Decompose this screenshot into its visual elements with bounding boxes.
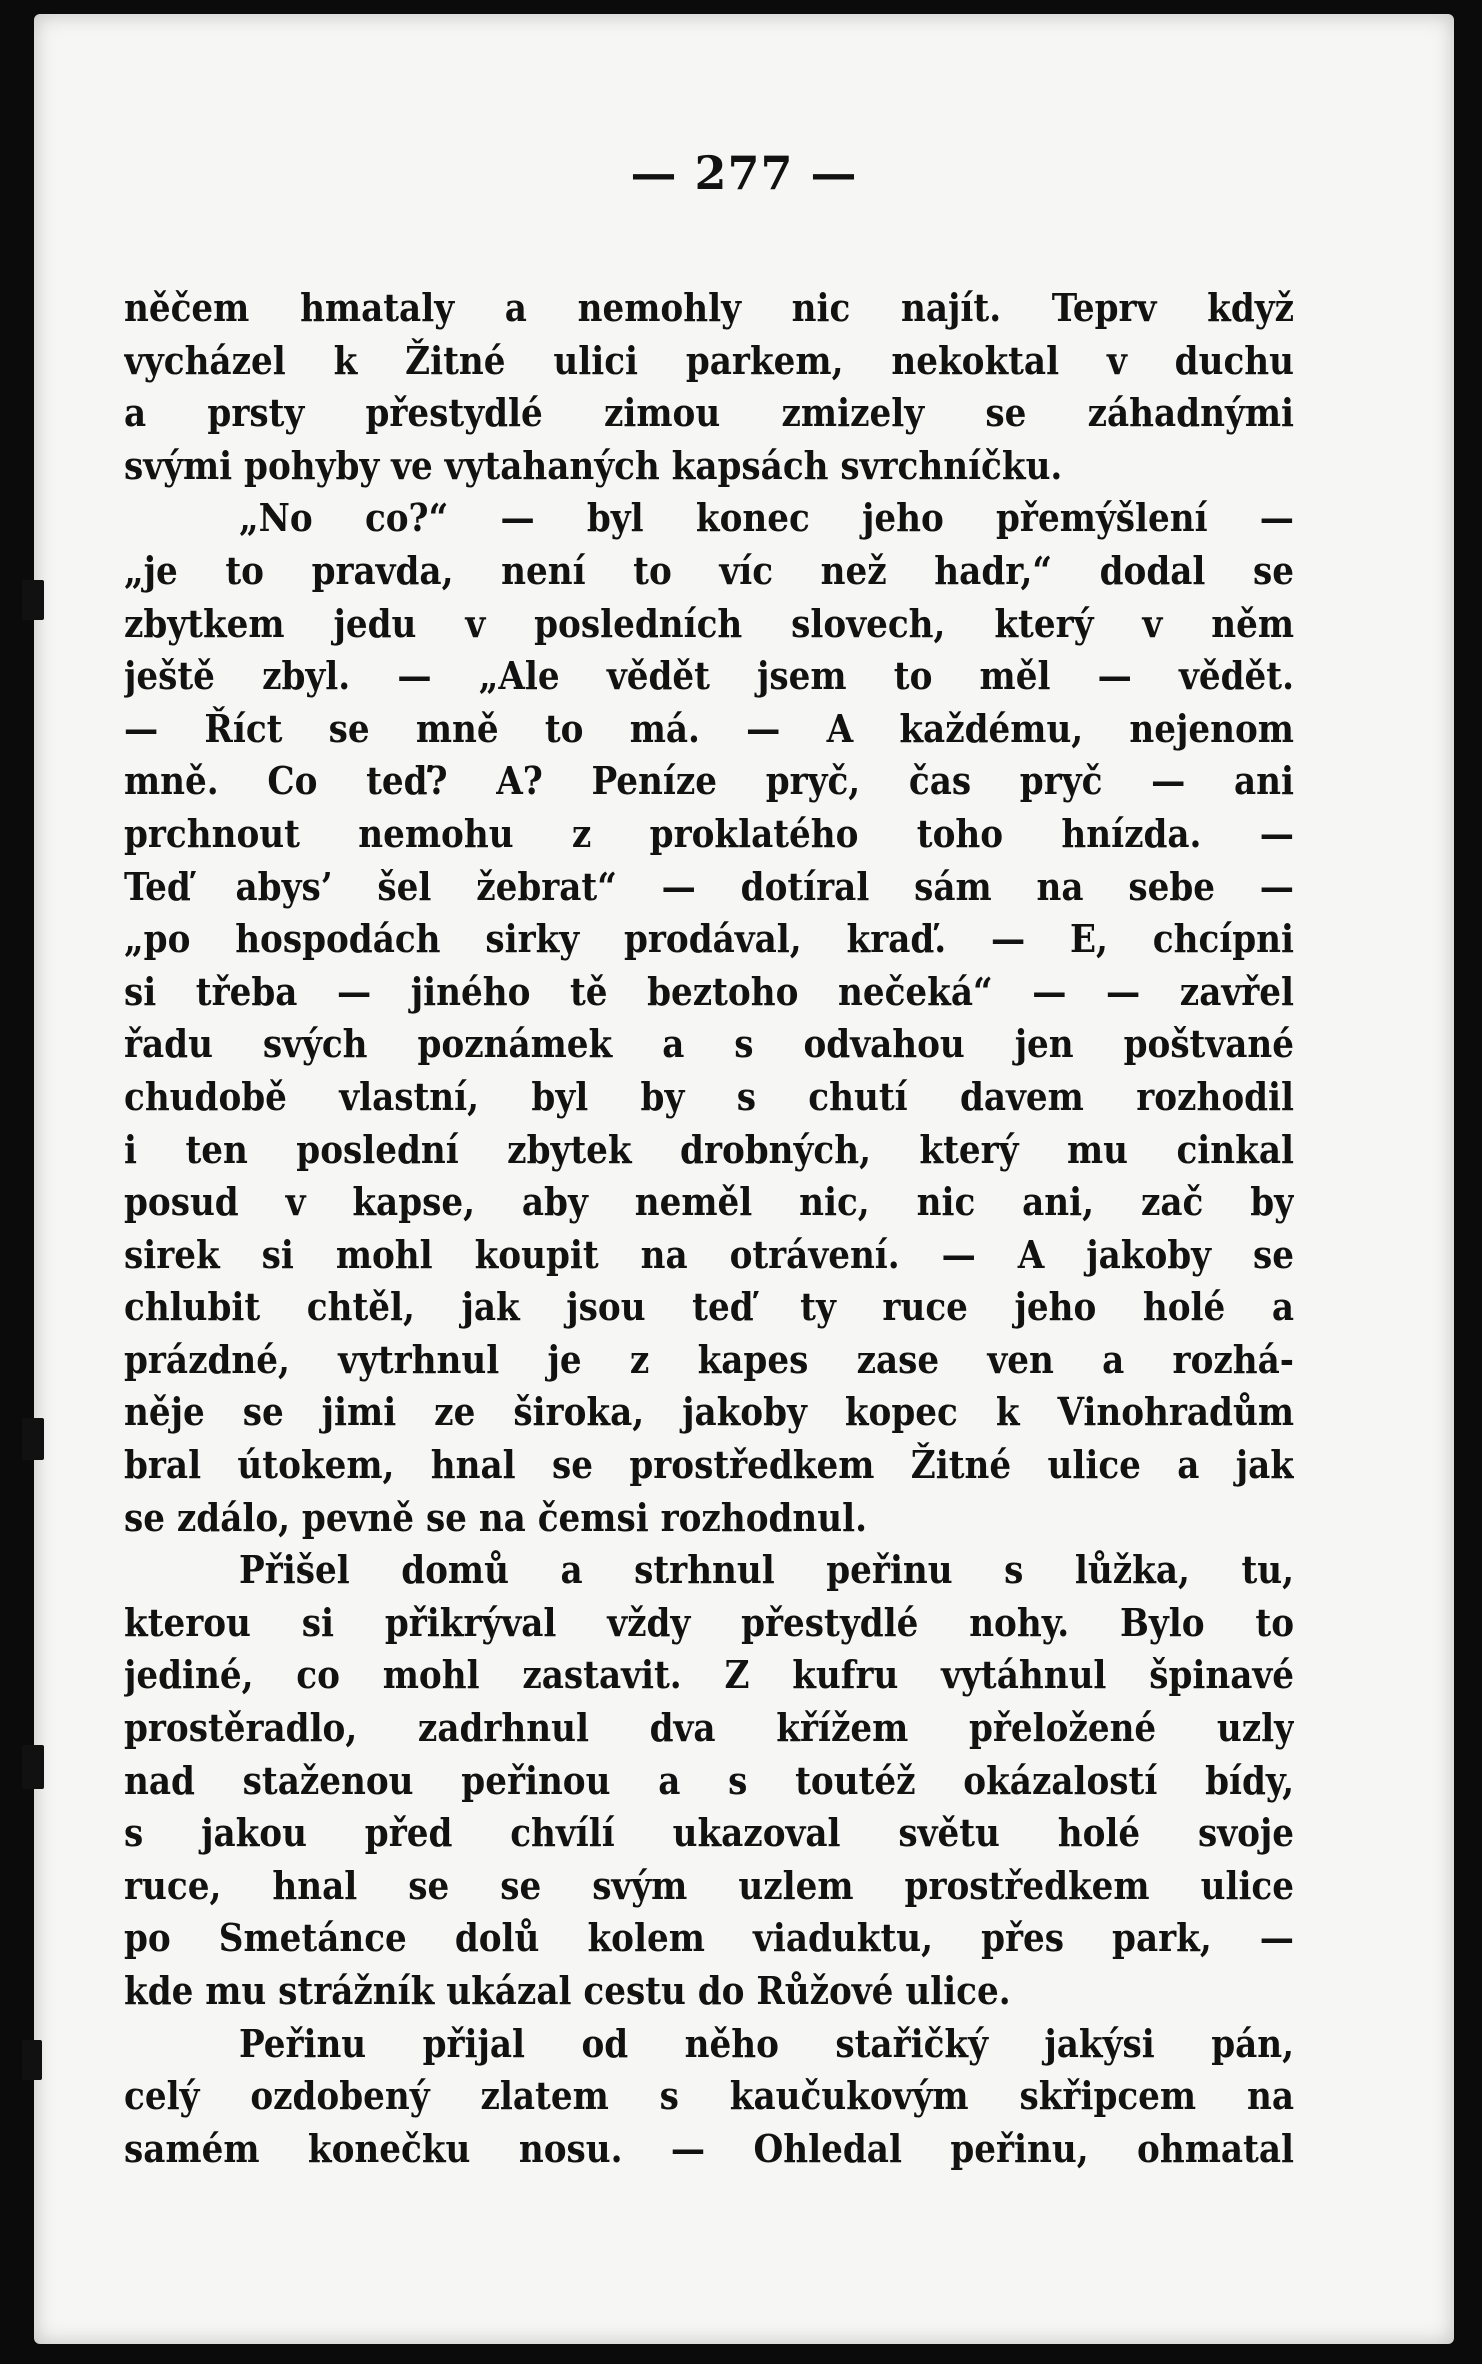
text-line: s jakou před chvílí ukazoval světu holé svoje [124,1810,1294,1856]
text-line: svými pohyby ve vytahaných kapsách svrchníčku. [124,442,1063,488]
text-line: chudobě vlastní, byl by s chutí davem rozhodil [124,1073,1294,1119]
binding-mark [22,580,44,620]
text-line: „No co?“ — byl konec jeho přemýšlení — [239,495,1294,541]
binding-mark [22,1418,44,1460]
binding-mark [22,2040,42,2080]
text-line: něje se jimi ze široka, jakoby kopec k Vinohradům [124,1389,1294,1435]
text-line: kterou si přikrýval vždy přestydlé nohy. Bylo to [124,1599,1294,1645]
text-line: Peřinu přijal od něho stařičký jakýsi pán, [239,2020,1294,2066]
text-line: si třeba — jiného tě beztoho nečeká“ — — zavřel [124,968,1294,1014]
text-line: ruce, hnal se se svým uzlem prostředkem ulice [124,1862,1294,1908]
text-line: posud v kapse, aby neměl nic, nic ani, zač by [124,1179,1294,1225]
text-line: řadu svých poznámek a s odvahou jen poštvané [124,1021,1294,1067]
book-page [34,14,1454,2344]
text-line: prostěradlo, zadrhnul dva křížem přeložené uzly [124,1705,1294,1751]
text-line: i ten poslední zbytek drobných, který mu cinkal [124,1126,1294,1172]
text-line: zbytkem jedu v posledních slovech, který v něm [124,600,1294,646]
text-line: a prsty přestydlé zimou zmizely se záhadnými [124,390,1294,436]
text-line: samém konečku nosu. — Ohledal peřinu, ohmatal [124,2125,1294,2171]
text-line: bral útokem, hnal se prostředkem Žitné ulice a jak [124,1442,1294,1488]
text-line: po Smetánce dolů kolem viaduktu, přes park, — [124,1915,1294,1961]
text-line: „je to pravda, není to víc než hadr,“ dodal se [124,547,1294,593]
text-line: kde mu strážník ukázal cestu do Růžové ulice. [124,1968,1011,2013]
text-line: celý ozdobený zlatem s kaučukovým skřipcem na [124,2073,1294,2119]
text-line: mně. Co teď? A? Peníze pryč, čas pryč — ani [124,758,1294,804]
text-line: něčem hmataly a nemohly nic najít. Teprv když [124,285,1294,330]
text-line: ještě zbyl. — „Ale vědět jsem to měl — vědět. [124,653,1294,699]
text-line: chlubit chtěl, jak jsou teď ty ruce jeho holé a [124,1284,1294,1330]
text-line: „po hospodách sirky prodával, kraď. — E, chcípni [124,916,1294,962]
text-line: sirek si mohl koupit na otrávení. — A jakoby se [124,1231,1294,1277]
text-line: jediné, co mohl zastavit. Z kufru vytáhnul špinavé [124,1652,1294,1698]
body-text [124,282,1294,2175]
text-line: — Říct se mně to má. — A každému, nejenom [124,705,1294,751]
text-line: prchnout nemohu z proklatého toho hnízda. — [124,810,1294,856]
text-line: Přišel domů a strhnul peřinu s lůžka, tu, [239,1547,1294,1593]
text-line: nad staženou peřinou a s toutéž okázalostí bídy, [124,1757,1294,1803]
text-line: prázdné, vytrhnul je z kapes zase ven a rozhá- [124,1336,1294,1382]
text-line: Teď abys’ šel žebrat“ — dotíral sám na sebe — [124,863,1294,909]
binding-mark [22,1745,44,1789]
text-line: se zdálo, pevně se na čemsi rozhodnul. [124,1494,868,1540]
text-line: vycházel k Žitné ulici parkem, nekoktal v duchu [124,337,1294,383]
page-number: — 277 — [630,146,858,200]
